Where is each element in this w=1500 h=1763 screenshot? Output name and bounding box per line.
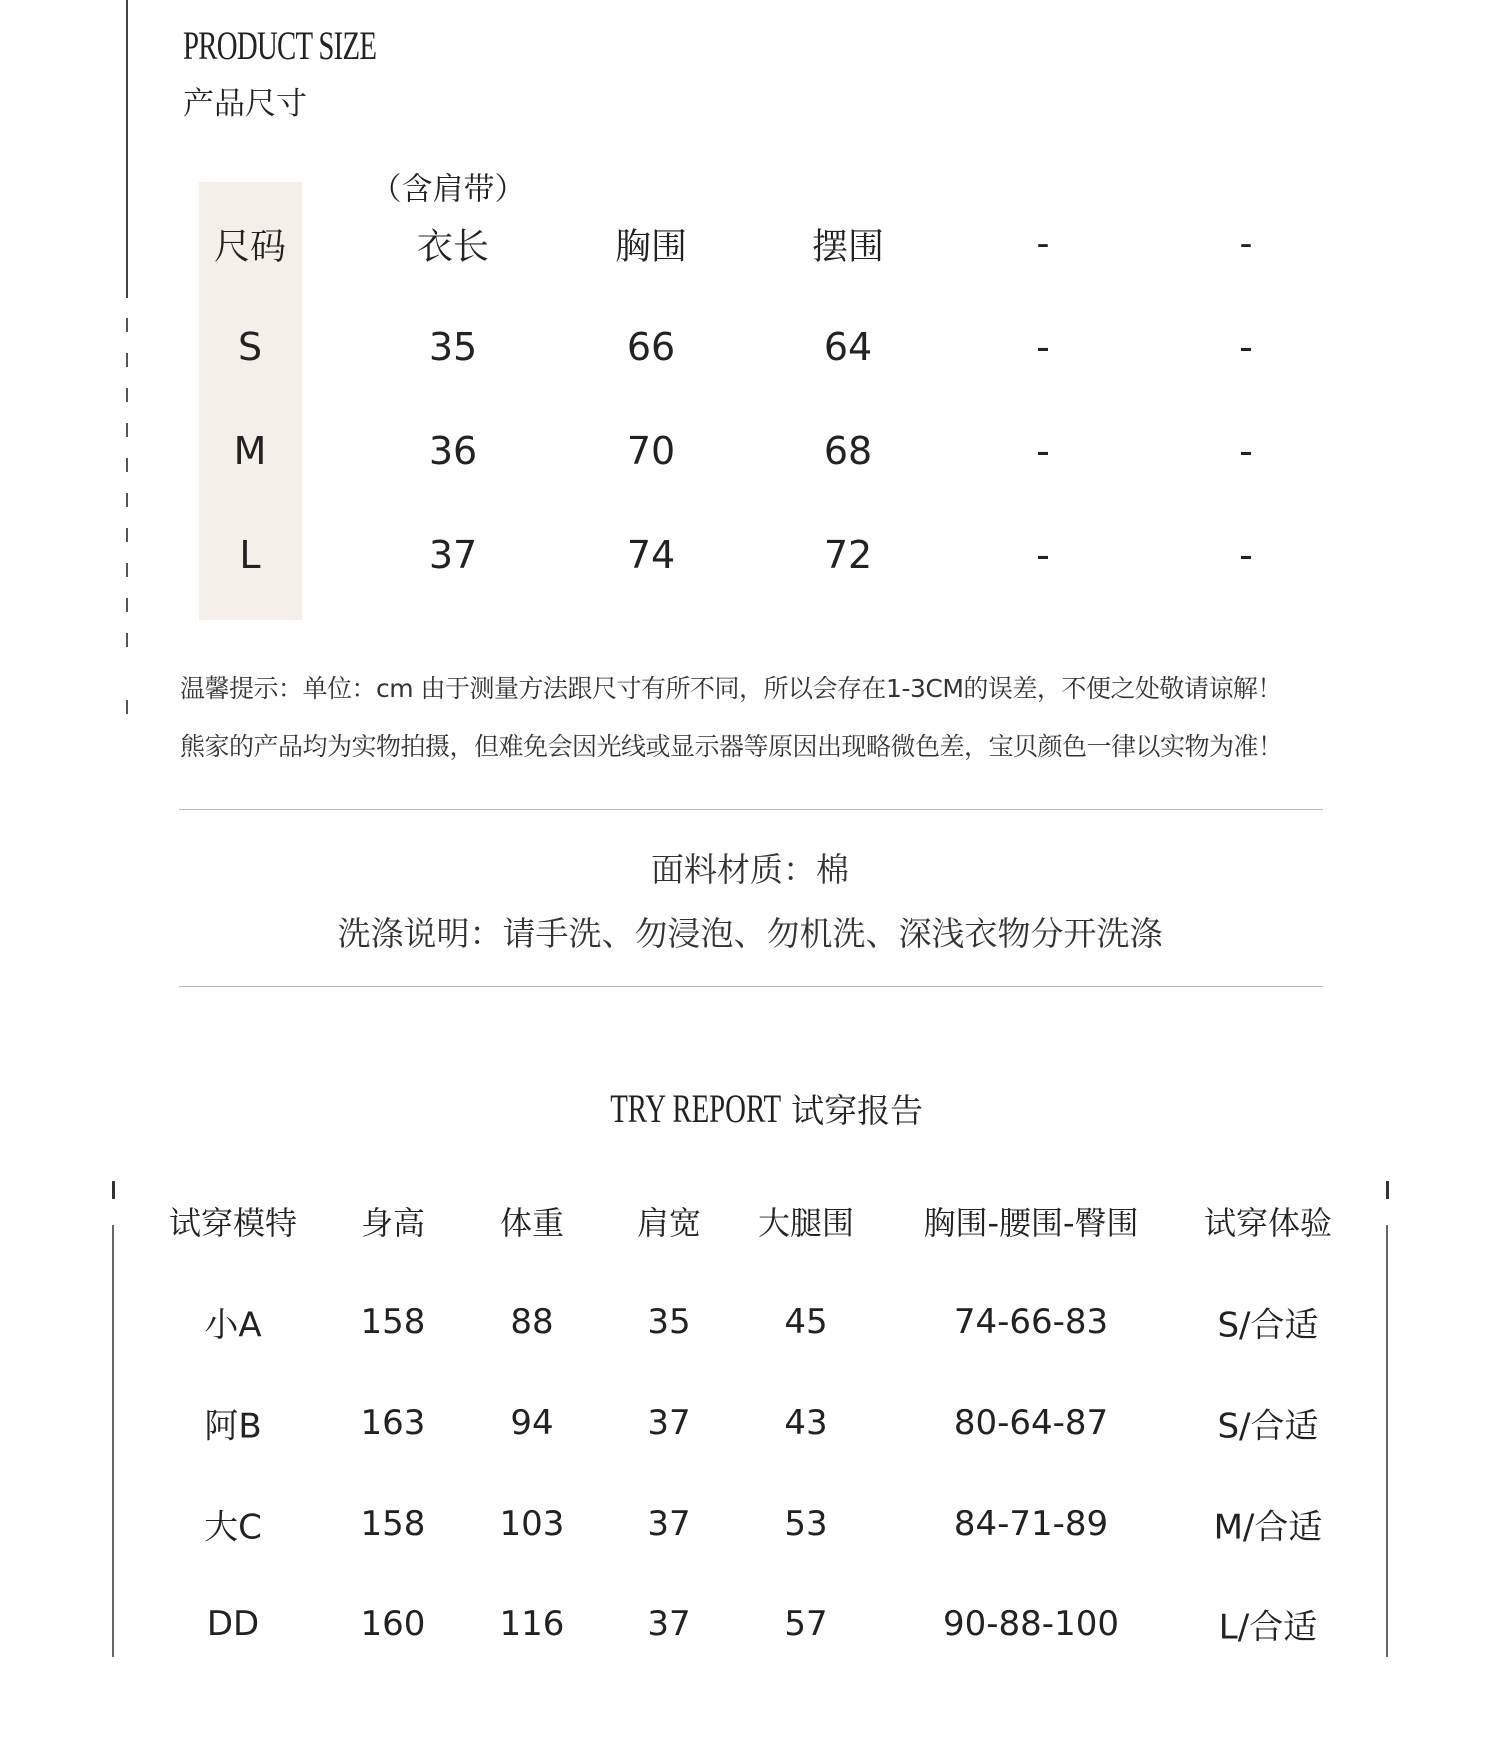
try-report-title: [0, 1085, 1500, 1132]
tip-line-2: 熊家的产品均为实物拍摄，但难免会因光线或显示器等原因出现略微色差，宝贝颜色一律以实物为准！: [180, 732, 1283, 761]
try-cell: 37: [647, 1504, 691, 1544]
size-header-cell: -: [1036, 223, 1050, 265]
try-cell: 小A: [204, 1305, 262, 1346]
divider-top: [179, 809, 1323, 810]
size-cell: 68: [823, 429, 873, 473]
fabric-material: 面料材质：棉: [651, 850, 849, 889]
try-cell: 163: [360, 1403, 426, 1443]
size-cell: 70: [626, 429, 676, 473]
try-header-cell: 肩宽: [636, 1204, 702, 1242]
try-cell: 57: [784, 1604, 828, 1644]
try-cell: 94: [510, 1403, 554, 1443]
try-cell: 116: [499, 1604, 565, 1644]
left-vertical-line: [126, 0, 128, 298]
try-cell: 45: [784, 1302, 828, 1342]
size-header-cell: 摆围: [811, 226, 885, 268]
try-cell: 35: [647, 1302, 691, 1342]
try-cell: 158: [360, 1504, 426, 1544]
try-header-cell: 身高: [360, 1204, 426, 1242]
product-size-title-cn: 产品尺寸: [183, 86, 307, 122]
size-cell: 66: [626, 325, 676, 369]
try-cell: 160: [360, 1604, 426, 1644]
try-header-cell: 体重: [499, 1204, 565, 1242]
tip-line-1: 温馨提示：单位：cm 由于测量方法跟尺寸有所不同，所以会存在1-3CM的误差，不便之处敬请谅解！: [180, 674, 1282, 703]
try-cell: L/合适: [1218, 1607, 1318, 1648]
size-header-cell: 尺码: [213, 226, 287, 268]
size-cell: L: [239, 533, 261, 577]
size-cell: 36: [428, 429, 478, 473]
try-header-cell: 试穿体验: [1203, 1204, 1333, 1242]
try-cell: DD: [206, 1604, 260, 1644]
size-cell: S: [237, 325, 263, 369]
try-cell: 53: [784, 1504, 828, 1544]
size-cell: 37: [428, 533, 478, 577]
try-table-right-border: [1386, 1225, 1388, 1657]
size-cell: -: [1036, 429, 1050, 473]
try-header-cell: 大腿围: [757, 1204, 855, 1242]
size-cell: -: [1239, 429, 1253, 473]
size-header-cell: 胸围: [614, 226, 688, 268]
try-table-left-border: [112, 1225, 114, 1657]
try-header-cell: 胸围-腰围-臀围: [923, 1204, 1139, 1242]
size-cell: -: [1036, 533, 1050, 577]
try-cell: 阿B: [204, 1406, 262, 1447]
try-report-title-cn: 试穿报告: [791, 1091, 924, 1130]
try-cell: 84-71-89: [953, 1504, 1109, 1544]
try-cell: 158: [360, 1302, 426, 1342]
try-cell: M/合适: [1213, 1507, 1323, 1548]
try-cell: 88: [510, 1302, 554, 1342]
size-cell: 74: [626, 533, 676, 577]
try-cell: 大C: [204, 1507, 262, 1548]
try-cell: 37: [647, 1403, 691, 1443]
try-cell: 90-88-100: [943, 1604, 1119, 1644]
washing-instructions: 洗涤说明：请手洗、勿浸泡、勿机洗、深浅衣物分开洗涤: [337, 914, 1163, 953]
try-cell: 37: [647, 1604, 691, 1644]
product-size-title-en: PRODUCT SIZE: [183, 23, 377, 68]
try-table-left-border: [112, 1181, 115, 1199]
size-cell: 35: [428, 325, 478, 369]
size-table-note: （含肩带）: [370, 171, 526, 208]
try-table-right-border: [1386, 1181, 1389, 1199]
size-cell: 64: [823, 325, 873, 369]
try-cell: 103: [499, 1504, 565, 1544]
divider-bottom: [179, 986, 1323, 987]
size-cell: -: [1239, 325, 1253, 369]
try-report-title-en: TRY REPORT: [610, 1086, 781, 1131]
size-cell: 72: [823, 533, 873, 577]
try-cell: 80-64-87: [953, 1403, 1109, 1443]
try-header-cell: 试穿模特: [168, 1204, 298, 1242]
try-cell: S/合适: [1217, 1406, 1319, 1447]
size-cell: -: [1036, 325, 1050, 369]
size-header-cell: -: [1239, 223, 1253, 265]
try-cell: S/合适: [1217, 1305, 1319, 1346]
size-cell: M: [233, 429, 267, 473]
try-cell: 74-66-83: [953, 1302, 1109, 1342]
try-cell: 43: [784, 1403, 828, 1443]
size-cell: -: [1239, 533, 1253, 577]
size-header-cell: 衣长: [416, 226, 490, 268]
